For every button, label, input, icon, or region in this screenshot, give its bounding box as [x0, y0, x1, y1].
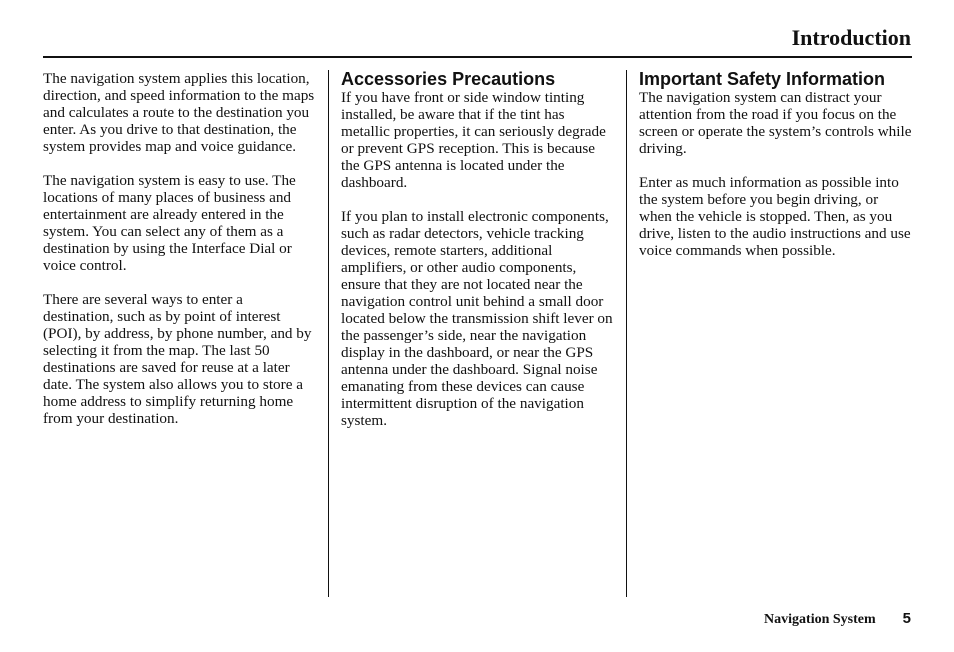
footer-label: Navigation System: [764, 612, 876, 627]
intro-paragraph-3: There are several ways to enter a destination, such as by point of interest (POI), by address, by phone number, and by selecting it from the map. The last 50 destinations are saved for reuse at a later date. The system also allows you to store a home address to simplify returning home from your destination.: [43, 291, 312, 427]
column-divider-2: [626, 70, 627, 597]
accessories-heading: Accessories Precautions: [341, 69, 556, 89]
header-divider: [43, 56, 912, 58]
column-divider-1: [328, 70, 329, 597]
page-title: Introduction: [791, 25, 911, 50]
page-number: 5: [902, 610, 911, 627]
column-accessories: [341, 68, 613, 446]
safety-paragraph-1: The navigation system can distract your attention from the road if you focus on the screen or operate the system’s controls while driving.: [639, 89, 912, 157]
page-footer: [764, 610, 911, 629]
column-intro: [43, 70, 315, 444]
safety-paragraph-2: Enter as much information as possible into the system before you begin driving, or when the vehicle is stopped. Then, as you drive, listen to the audio instructions and use voice commands when possible.: [639, 174, 911, 259]
accessories-paragraph-1: If you have front or side window tinting installed, be aware that if the tint has metallic properties, it can seriously degrade or prevent GPS reception. This is because the GPS antenna is located under the dashboard.: [341, 89, 606, 191]
safety-heading: Important Safety Information: [639, 69, 886, 89]
intro-paragraph-1: The navigation system applies this location, direction, and speed information to the maps and calculates a route to the destination you enter. As you drive to that destination, the system provides map and voice guidance.: [43, 70, 315, 155]
column-safety: [639, 68, 914, 276]
intro-paragraph-2: The navigation system is easy to use. The locations of many places of business and entertainment are already entered in the system. You can select any of them as a destination by using the Interface Dial or voice control.: [43, 172, 296, 274]
accessories-paragraph-2: If you plan to install electronic components, such as radar detectors, vehicle tracking devices, remote starters, additional amplifiers, or other audio components, ensure that they are not located near the navigation control unit behind a small door located below the transmission shift lever on the passenger’s side, near the navigation display in the dashboard, or near the GPS antenna under the dashboard. Signal noise emanating from these devices can cause intermittent disruption of the navigation system.: [341, 208, 613, 429]
